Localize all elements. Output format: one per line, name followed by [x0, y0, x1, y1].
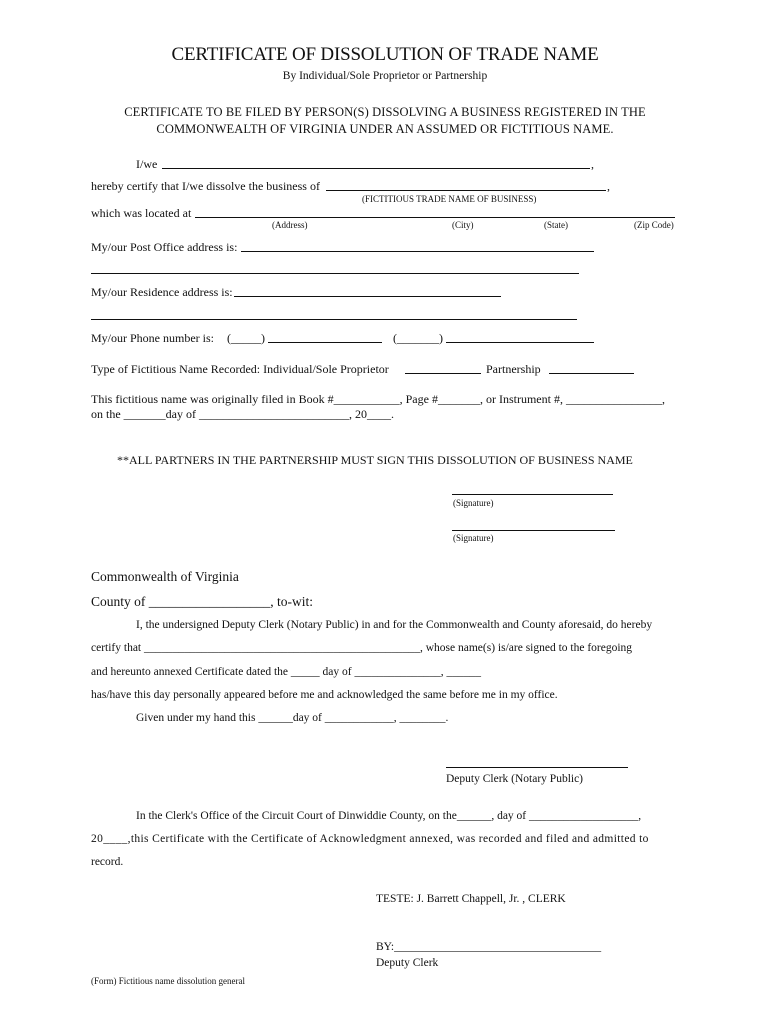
by-line[interactable]: BY:____________________________________ [376, 941, 602, 953]
form-footer: (Form) Fictitious name dissolution general [91, 976, 245, 986]
located-label: which was located at [91, 206, 192, 220]
trade-name-field[interactable] [326, 190, 606, 191]
residence-label: My/our Residence address is: [91, 285, 233, 299]
filed-line-2: on the _______day of _________________________, 20____. [91, 407, 394, 421]
location-field[interactable] [195, 217, 675, 218]
filed-line-1: This fictitious name was originally filed in Book #___________, Page #_______, or Instrument #, ________________, [91, 392, 665, 406]
city-caption: (City) [452, 220, 474, 230]
signature-line-2[interactable] [452, 530, 615, 531]
clerk-line-3: record. [91, 856, 124, 868]
document-subtitle: By Individual/Sole Proprietor or Partnership [282, 70, 488, 82]
signature-caption-1: (Signature) [453, 498, 494, 508]
state-caption: (State) [544, 220, 568, 230]
notary-signature-line[interactable] [446, 767, 628, 768]
phone-label: My/our Phone number is: [91, 331, 214, 345]
po-label: My/our Post Office address is: [91, 240, 238, 254]
signature-line-1[interactable] [452, 494, 613, 495]
clerk-line-2: 20____,this Certificate with the Certificate of Acknowledgment annexed, was recorded and filed and admitted to [91, 833, 649, 845]
ack-para-5: Given under my hand this ______day of ____________, ________. [136, 712, 449, 724]
partners-notice: **ALL PARTNERS IN THE PARTNERSHIP MUST SIGN THIS DISSOLUTION OF BUSINESS NAME [117, 453, 633, 467]
deputy-clerk-label: Deputy Clerk [376, 957, 439, 969]
signature-caption-2: (Signature) [453, 533, 494, 543]
ack-para-3: and hereunto annexed Certificate dated the _____ day of _______________, ______ [91, 666, 481, 678]
phone-area-1[interactable]: (_____) [227, 331, 265, 345]
phone-field-2[interactable] [446, 342, 594, 343]
partnership-field[interactable] [549, 373, 634, 374]
county-line: County of __________________, to-wit: [91, 594, 313, 609]
clerk-line-1: In the Clerk's Office of the Circuit Court of Dinwiddie County, on the______, day of ___________________, [136, 810, 642, 822]
trade-name-caption: (FICTITIOUS TRADE NAME OF BUSINESS) [362, 194, 537, 204]
partnership-label: Partnership [486, 362, 541, 376]
commonwealth-label: Commonwealth of Virginia [91, 569, 239, 584]
address-caption: (Address) [272, 220, 308, 230]
deputy-clerk-notary-label: Deputy Clerk (Notary Public) [446, 773, 584, 785]
certify-label: hereby certify that I/we dissolve the business of [91, 179, 320, 193]
type-label: Type of Fictitious Name Recorded: Individual/Sole Proprietor [91, 362, 389, 376]
phone-field-1[interactable] [268, 342, 382, 343]
residence-field-2[interactable] [91, 319, 577, 320]
ack-para-2: certify that ________________________________________________, whose name(s) is/are signed to the foregoing [91, 642, 633, 654]
iwe-field[interactable] [162, 168, 590, 169]
certificate-page: CERTIFICATE OF DISSOLUTION OF TRADE NAME By Individual/Sole Proprietor or Partnership CERTIFICATE TO BE FILED BY PERSON(S) DISSOLVING A BUSINESS REGISTERED IN THE COMMONWEALTH OF VIRGINIA UNDER AN ASSUMED OR FICTITIOUS NAME. I/we , hereby certify that I/we dissolve the business of , (FICTITIOUS TRADE NAME OF BUSINESS) which was located at (Address) (City) (State) (Zip Code) My/our Post Office address is: My/our Residence address is: My/our Phone number is: (_____) (_______) Type of Fictitious Name Recorded: Individual/Sole Proprietor Partnership This fictitious name was originally filed in Book #___________, Page #_______, or Instrument #, ________________, on the _______day of _________________________, 20____. **ALL PARTNERS IN THE PARTNERSHIP MUST SIGN THIS DISSOLUTION OF BUSINESS NAME (Signature) (Signature) Commonwealth of Virginia County of __________________, to-wit: I, the undersigned Deputy Clerk (Notary Public) in and for the Commonwealth and County aforesaid, do hereby certify that ________________________________________________, whose name(s) is/are signed to the foregoing and hereunto annexed Certificate dated the _____ day of _______________, ______ has/have this day personally appeared before me and acknowledged the same before me in my office. Given under my hand this ______day of ____________, ________. Deputy Clerk (Notary Public) In the Clerk's Office of the Circuit Court of Dinwiddie County, on the______, day of ___________________, 20____,this Certificate with the Certificate of Acknowledgment annexed, was recorded and filed and admitted to record. TESTE: J. Barrett Chappell, Jr. , CLERK BY:____________________________________ Deputy Clerk (Form) Fictitious name dissolution general [0, 0, 770, 1024]
teste-line: TESTE: J. Barrett Chappell, Jr. , CLERK [376, 893, 566, 905]
residence-field-1[interactable] [234, 296, 501, 297]
po-field-2[interactable] [91, 273, 579, 274]
ack-para-4: has/have this day personally appeared before me and acknowledged the same before me in my office. [91, 689, 558, 701]
ack-para-1: I, the undersigned Deputy Clerk (Notary Public) in and for the Commonwealth and County aforesaid, do hereby [136, 619, 653, 631]
iwe-label: I/we [136, 157, 158, 171]
zip-caption: (Zip Code) [634, 220, 674, 230]
po-field-1[interactable] [241, 251, 594, 252]
heading-line-1: CERTIFICATE TO BE FILED BY PERSON(S) DISSOLVING A BUSINESS REGISTERED IN THE [124, 105, 646, 119]
document-title: CERTIFICATE OF DISSOLUTION OF TRADE NAME [171, 44, 599, 65]
phone-area-2[interactable]: (_______) [393, 331, 443, 345]
individual-field[interactable] [405, 373, 481, 374]
heading-line-2: COMMONWEALTH OF VIRGINIA UNDER AN ASSUMED OR FICTITIOUS NAME. [156, 122, 614, 136]
